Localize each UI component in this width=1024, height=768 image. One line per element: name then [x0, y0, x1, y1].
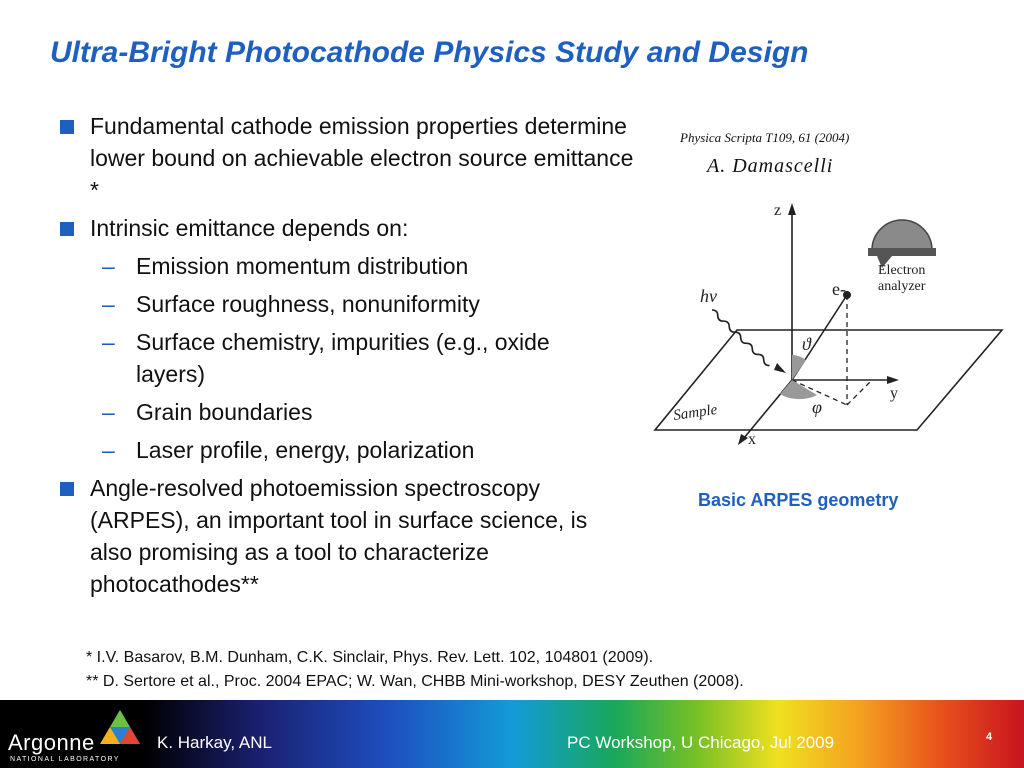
square-bullet-icon: [60, 120, 74, 134]
photon-arrowhead: [774, 363, 786, 373]
sub-bullet-item: [60, 396, 635, 428]
sample-label: Sample: [672, 401, 719, 424]
y-arrowhead: [887, 376, 899, 384]
square-bullet-icon: [60, 222, 74, 236]
reference-item: ** D. Sertore et al., Proc. 2004 EPAC; W. Wan, CHBB Mini-workshop, DESY Zeuthen (2008).: [86, 673, 744, 690]
analyzer-label-line2: analyzer: [878, 279, 926, 294]
logo-wordmark: Argonne: [8, 730, 95, 755]
bullet-item: [60, 212, 635, 244]
triangle-logo-icon: [100, 710, 140, 746]
sub-bullet-text: Laser profile, energy, polarization: [136, 437, 475, 463]
sub-bullet-text: Emission momentum distribution: [136, 253, 469, 279]
references: [86, 646, 744, 694]
dash-bullet-icon: –: [102, 399, 115, 425]
analyzer-icon: [868, 220, 936, 268]
analyzer-label-line1: Electron: [878, 263, 926, 278]
projection-line: [847, 380, 872, 405]
logo-subtitle: NATIONAL LABORATORY: [10, 756, 120, 763]
bullet-text: Angle-resolved photoemission spectroscopy (ARPES), an important tool in surface science, is also promising as a tool to characterize photocathodes**: [90, 475, 588, 597]
z-axis-label: z: [774, 202, 782, 219]
bullet-item: [60, 472, 635, 600]
page-number: 4: [986, 731, 993, 743]
sub-bullet-text: Surface roughness, nonuniformity: [136, 291, 480, 317]
phi-label: φ: [812, 397, 822, 417]
slide-title: Ultra-Bright Photocathode Physics Study and Design: [50, 36, 809, 69]
bullet-list: [60, 110, 635, 606]
argonne-logo: [8, 708, 148, 764]
reference-item: * I.V. Basarov, B.M. Dunham, C.K. Sinclair, Phys. Rev. Lett. 102, 104801 (2009).: [86, 649, 654, 666]
sub-bullet-item: [60, 250, 635, 282]
sub-bullet-item: [60, 434, 635, 466]
electron-label: e-: [832, 279, 846, 299]
sub-bullet-item: [60, 288, 635, 320]
photon-energy-label: hν: [700, 286, 717, 306]
footer-author: K. Harkay, ANL: [157, 733, 272, 752]
figure-caption: Basic ARPES geometry: [698, 490, 899, 510]
bullet-text: Intrinsic emittance depends on:: [90, 215, 409, 241]
dash-bullet-icon: –: [102, 329, 115, 355]
photon-wave: [711, 309, 771, 367]
dash-bullet-icon: –: [102, 291, 115, 317]
bullet-item: [60, 110, 635, 206]
footer-event: PC Workshop, U Chicago, Jul 2009: [567, 733, 835, 752]
theta-angle-wedge: [792, 355, 806, 380]
footer-bar: [0, 700, 1024, 768]
bullet-text: Fundamental cathode emission properties determine lower bound on achievable electron source emittance *: [90, 113, 634, 203]
dash-bullet-icon: –: [102, 253, 115, 279]
figure-citation-journal: Physica Scripta T109, 61 (2004): [680, 130, 850, 145]
figure-citation-author: A. Damascelli: [707, 155, 834, 177]
x-axis-label: x: [748, 431, 756, 448]
sub-bullet-item: [60, 326, 566, 390]
y-axis-label: y: [890, 385, 898, 402]
sub-bullet-text: Grain boundaries: [136, 399, 313, 425]
dash-bullet-icon: –: [102, 437, 115, 463]
sub-bullet-text: Surface chemistry, impurities (e.g., oxide layers): [136, 329, 550, 387]
arpes-geometry-diagram: [652, 200, 1012, 450]
z-arrowhead: [788, 203, 796, 215]
theta-label: ϑ: [802, 334, 811, 354]
square-bullet-icon: [60, 482, 74, 496]
